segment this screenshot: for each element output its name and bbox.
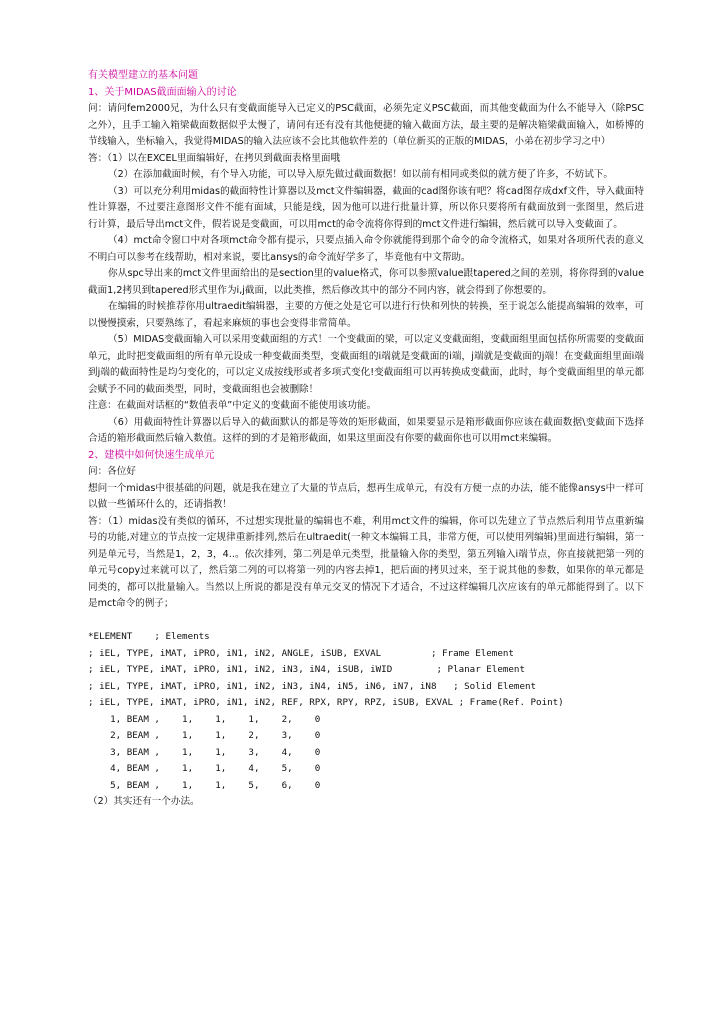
mct-code-block — [88, 629, 644, 794]
answer-3: （3）可以充分利用midas的截面特性计算器以及mct文件编辑器，截面的cad图你该有吧？将cad图存成dxf文件，导入截面特性计算器，不过要注意图形文件不能有面域，只能是线，因为他可以进行批量计算，所以你只要将所有截面放到一张图里，然后进行计算，最后导出mct文件，假若说是变截面，可以用mct的命令流将你得到的mct文件进行编辑，然后就可以导入变截面了。 — [88, 185, 644, 230]
section-2-heading: 2、建模中如何快速生成单元 — [88, 449, 215, 461]
code-line: 2, BEAM , 1, 1, 2, 3, 0 — [88, 730, 321, 741]
code-line: 3, BEAM , 1, 1, 3, 4, 0 — [88, 746, 321, 758]
document-title: 有关模型建立的基本问题 — [88, 70, 198, 81]
answer-4-detail: 你从spc导出来的mct文件里面给出的是section里的value格式，你可以参照value跟tapered之间的差别，将你得到的value截面1,2拷贝到tapered形式里作为i,j截面，以此类推，然后修改其中的部分不同内容，就会得到了你想要的。 — [88, 268, 644, 296]
answer-6: （6）用截面特性计算器以后导入的截面默认的都是等效的矩形截面，如果要显示是箱形截面你应该在截面数据\变截面下选择合适的箱形截面然后输入数值。这样的到的才是箱形截面，如果这里面没有你要的截面你也可以用mct来编辑。 — [88, 416, 644, 444]
document-page — [88, 68, 644, 811]
answer-2: （2）在添加截面时候，有个导入功能，可以导入原先做过截面数据！如以前有相同或类似的就方便了许多，不妨试下。 — [108, 169, 613, 180]
section-2-question-greeting: 问：各位好 — [88, 466, 136, 477]
answer-5: （5）MIDAS变截面输入可以采用变截面组的方式！一个变截面的梁，可以定义变截面组，变截面组里面包括你所需要的变截面单元，此时把变截面组的所有单元设成一种变截面类型，变截面组的i端就是变截面的i端，j端就是变截面的j端！在变截面组里面i端到j端的截面特性是均匀变化的，可以定义成按线形或者多项式变化!变截面组可以再转换成变截面，此时，每个变截面组里的单元都会赋予不同的截面类型，同时，变截面组也会被删除！ — [88, 334, 644, 395]
answer-1: 答：（1）以在EXCEL里面编辑好，在拷贝到截面表格里面哦 — [88, 152, 341, 164]
code-line: 1, BEAM , 1, 1, 1, 2, 0 — [88, 713, 321, 725]
section-2-answer-2: （2）其实还有一个办法。 — [88, 796, 200, 807]
note: 注意：在截面对话框的“数值表单”中定义的变截面不能使用该功能。 — [88, 400, 377, 411]
code-line: ; iEL, TYPE, iMAT, iPRO, iN1, iN2, REF, RPX, RPY, RPZ, iSUB, EXVAL ; Frame(Ref. Point) — [88, 697, 564, 708]
code-line: ; iEL, TYPE, iMAT, iPRO, iN1, iN2, iN3, iN4, iSUB, iWID ; Planar Element — [88, 664, 525, 675]
section-2-question: 想问一个midas中很基础的问题，就是我在建立了大量的节点后，想再生成单元，有没有方便一点的办法，能不能像ansys中一样可以做一些循环什么的，还请指教！ — [88, 482, 644, 510]
section-1-heading: 1、关于MIDAS截面面输入的讨论 — [88, 86, 237, 98]
code-line: *ELEMENT ; Elements — [88, 631, 210, 642]
section-2-answer: 答：（1）midas没有类似的循环，不过想实现批量的编辑也不难，利用mct文件的编辑，你可以先建立了节点然后利用节点重新编号的功能,对建立的节点按一定规律重新排列,然后在ultraedit(一种文本编辑工具，非常方便，可以使用列编辑)里面进行编辑，第一列是单元号，当然是1，2，3，4..。依次排列，第二列是单元类型，批量输入你的类型，第五列输入i端节点，你直接就把第一列的单元号copy过来就可以了，然后第二列的可以将第一列的内容去掉1，把后面的拷贝过来，至于说其他的参数，如果你的单元都是同类的，都可以批量输入。当然以上所说的都是没有单元交叉的情况下才适合，不过这样编辑几次应该有的单元都能得到了。以下是mct命令的例子； — [88, 515, 644, 609]
section-1-question: 问：请问fem2000兄，为什么只有变截面能导入已定义的PSC截面，必须先定义PSC截面，而其他变截面为什么不能导入（除PSC之外），且手工输入箱梁截面数据似乎太慢了，请问有还有没有其他便捷的输入截面方法，最主要的是解决箱梁截面输入，如桥博的节线输入，坐标输入，我觉得MIDAS的输入法应该不会比其他软件差的（单位新买的正版的MIDAS，小弟在初步学习之中） — [88, 103, 644, 147]
answer-4: （4）mct命令窗口中对各项mct命令都有提示，只要点插入命令你就能得到那个命令的命令流格式，如果对各项所代表的意义不明白可以参考在线帮助，相对来说，要比ansys的命令流好学多了，毕竟他有中文帮助。 — [88, 235, 644, 263]
code-line: 4, BEAM , 1, 1, 4, 5, 0 — [88, 763, 321, 774]
answer-4-tip: 在编辑的时候推荐你用ultraedit编辑器，主要的方便之处是它可以进行行快和列快的转换，至于说怎么能提高编辑的效率，可以慢慢摸索，只要熟练了，看起来麻烦的事也会变得非常简单。 — [88, 301, 644, 329]
code-line: 5, BEAM , 1, 1, 5, 6, 0 — [88, 779, 321, 791]
code-line: ; iEL, TYPE, iMAT, iPRO, iN1, iN2, iN3, iN4, iN5, iN6, iN7, iN8 ; Solid Element — [88, 680, 537, 692]
code-line: ; iEL, TYPE, iMAT, iPRO, iN1, iN2, ANGLE, iSUB, EXVAL ; Frame Element — [88, 647, 514, 659]
blank-line — [88, 613, 644, 630]
